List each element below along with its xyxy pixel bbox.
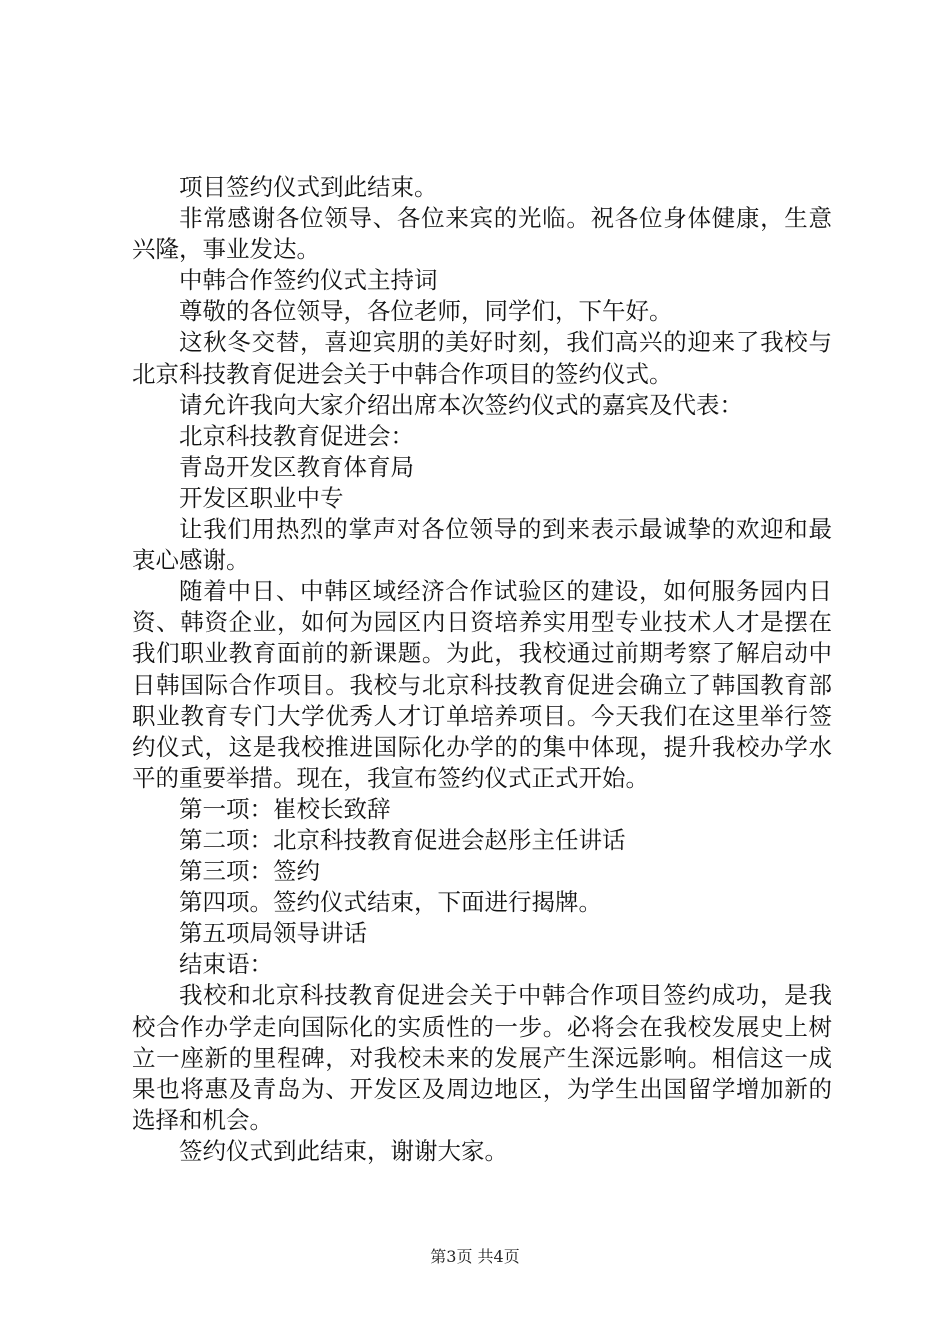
- paragraph: 签约仪式到此结束，谢谢大家。: [179, 1136, 508, 1165]
- agenda-item: 第二项：北京科技教育促进会赵彤主任讲话: [179, 825, 626, 854]
- agenda-item: 第三项：签约: [179, 857, 320, 886]
- agenda-item: 第一项：崔校长致辞: [179, 794, 391, 823]
- paragraph: 非常感谢各位领导、各位来宾的光临。祝各位身体健康，生意兴隆，事业发达。: [132, 204, 832, 264]
- paragraph: 请允许我向大家介绍出席本次签约仪式的嘉宾及代表：: [179, 390, 743, 419]
- paragraph: 青岛开发区教育体育局: [179, 452, 414, 481]
- agenda-item: 第四项。签约仪式结束，下面进行揭牌。: [179, 888, 602, 917]
- paragraph: 北京科技教育促进会：: [179, 421, 414, 450]
- section-title: 中韩合作签约仪式主持词: [179, 266, 438, 295]
- paragraph: 尊敬的各位领导，各位老师，同学们，下午好。: [179, 297, 673, 326]
- document-body: [132, 172, 832, 1167]
- paragraph: 这秋冬交替，喜迎宾朋的美好时刻，我们高兴的迎来了我校与北京科技教育促进会关于中韩合作项目的签约仪式。: [132, 328, 832, 388]
- paragraph: 让我们用热烈的掌声对各位领导的到来表示最诚挚的欢迎和最衷心感谢。: [132, 515, 832, 575]
- paragraph: 随着中日、中韩区域经济合作试验区的建设，如何服务园内日资、韩资企业，如何为园区内日资培养实用型专业技术人才是摆在我们职业教育面前的新课题。为此，我校通过前期考察了解启动中日韩国际合作项目。我校与北京科技教育促进会确立了韩国教育部职业教育专门大学优秀人才订单培养项目。今天我们在这里举行签约仪式，这是我校推进国际化办学的的集中体现，提升我校办学水平的重要举措。现在，我宣布签约仪式正式开始。: [132, 577, 832, 792]
- agenda-item: 第五项局领导讲话: [179, 919, 367, 948]
- page-number-footer: 第3页 共4页: [430, 1247, 520, 1266]
- paragraph: 结束语：: [179, 950, 273, 979]
- paragraph: 项目签约仪式到此结束。: [179, 173, 438, 201]
- paragraph: 我校和北京科技教育促进会关于中韩合作项目签约成功，是我校合作办学走向国际化的实质性的一步。必将会在我校发展史上树立一座新的里程碑，对我校未来的发展产生深远影响。相信这一成果也将惠及青岛为、开发区及周边地区，为学生出国留学增加新的选择和机会。: [132, 981, 832, 1134]
- paragraph: 开发区职业中专: [179, 483, 344, 512]
